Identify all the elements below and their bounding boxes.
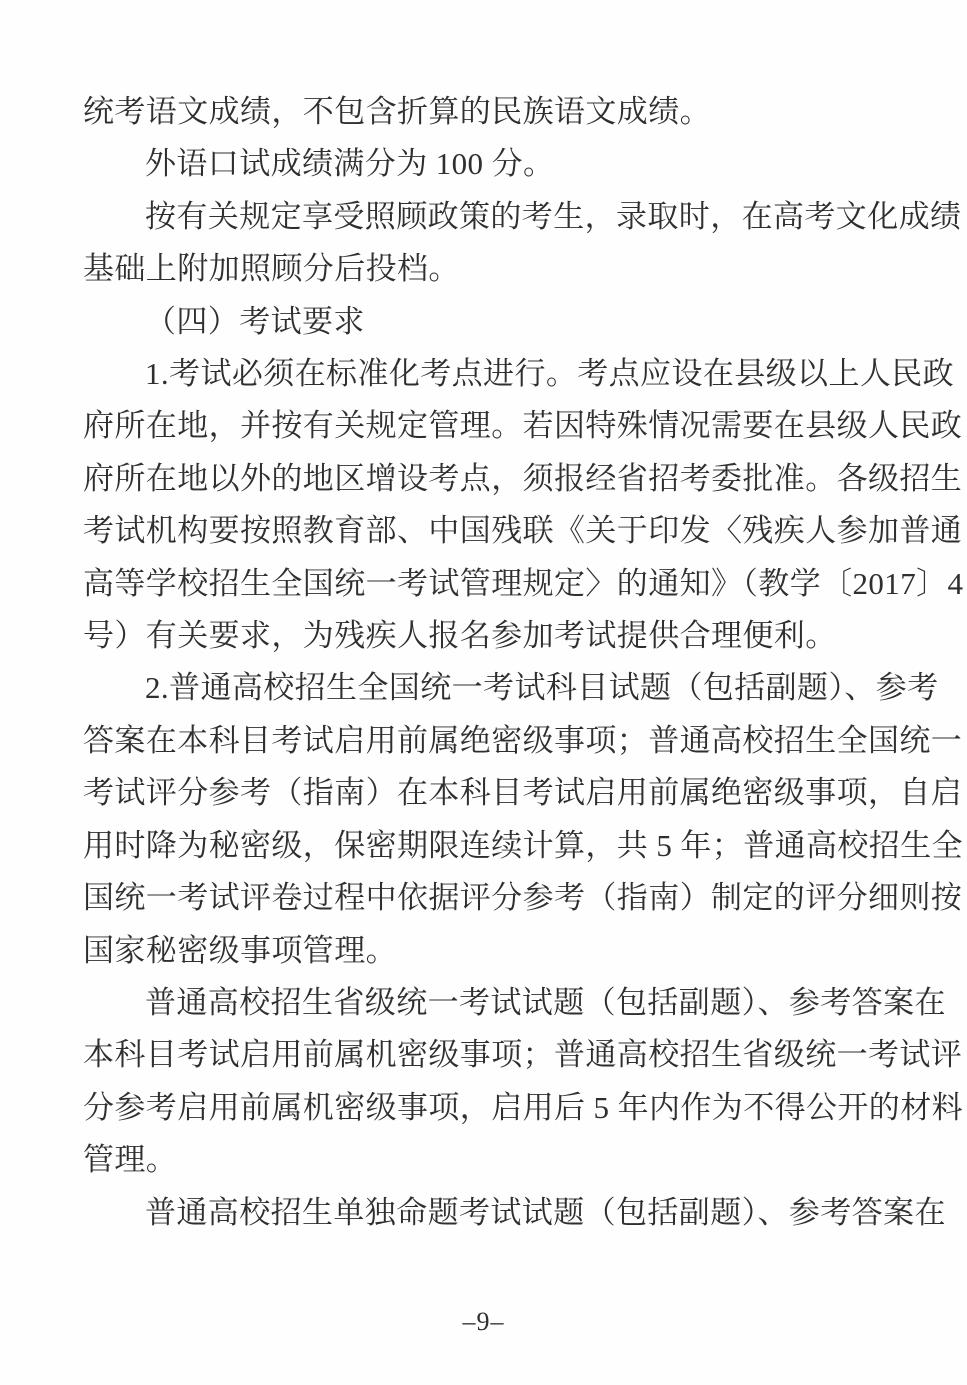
document-line: 分参考启用前属机密级事项，启用后 5 年内作为不得公开的材料: [83, 1089, 963, 1125]
document-line: 基础上附加照顾分后投档。: [83, 251, 460, 287]
document-line: 本科目考试启用前属机密级事项；普通高校招生省级统一考试评: [83, 1037, 963, 1073]
document-line: 按有关规定享受照顾政策的考生，录取时，在高考文化成绩: [145, 198, 962, 234]
document-line: 用时降为秘密级，保密期限连续计算，共 5 年；普通高校招生全: [83, 827, 963, 863]
document-line: 考试机构要按照教育部、中国残联《关于印发〈残疾人参加普通: [83, 513, 963, 549]
document-line: 考试评分参考（指南）在本科目考试启用前属绝密级事项，自启: [83, 775, 963, 811]
section-heading: （四）考试要求: [145, 303, 365, 339]
document-line: 答案在本科目考试启用前属绝密级事项；普通高校招生全国统一: [83, 722, 963, 758]
document-text-block: [83, 86, 964, 1239]
document-line: 统考语文成绩，不包含折算的民族语文成绩。: [83, 94, 711, 129]
document-line: 普通高校招生省级统一考试试题（包括副题）、参考答案在: [145, 984, 946, 1020]
document-line: 号）有关要求，为残疾人报名参加考试提供合理便利。: [83, 618, 837, 654]
document-line: 外语口试成绩满分为 100 分。: [145, 146, 555, 182]
document-line: 国统一考试评卷过程中依据评分参考（指南）制定的评分细则按: [83, 880, 963, 916]
document-line: 管理。: [83, 1142, 178, 1178]
page-number: –9–: [462, 1307, 505, 1336]
document-line: 国家秘密级事项管理。: [83, 932, 397, 968]
document-line: 普通高校招生单独命题考试试题（包括副题）、参考答案在: [145, 1194, 946, 1230]
document-line: 府所在地，并按有关规定管理。若因特殊情况需要在县级人民政: [83, 408, 963, 444]
document-line: 高等学校招生全国统一考试管理规定〉的通知》（教学〔2017〕4: [83, 565, 964, 601]
document-line: 1.考试必须在标准化考点进行。考点应设在县级以上人民政: [145, 356, 955, 392]
document-line: 府所在地以外的地区增设考点，须报经省招考委批准。各级招生: [83, 460, 963, 496]
document-line: 2.普通高校招生全国统一考试科目试题（包括副题）、参考: [145, 670, 939, 706]
